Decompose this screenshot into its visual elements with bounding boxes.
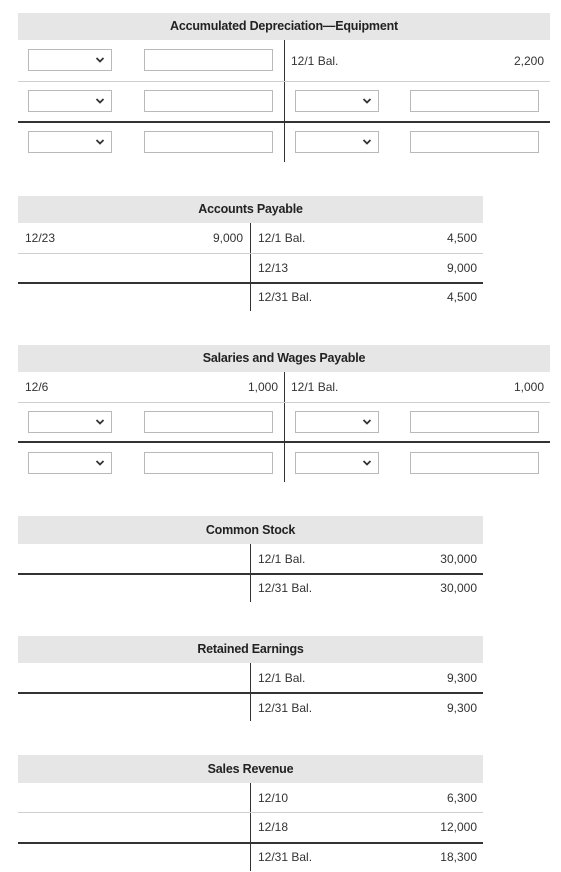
- balance-rule: [18, 692, 483, 694]
- credit-date-dropdown[interactable]: [295, 411, 379, 433]
- credit-date: 12/1 Bal.: [291, 54, 339, 68]
- credit-amount: 6,300: [446, 791, 477, 805]
- credit-date: 12/1 Bal.: [258, 231, 306, 245]
- credit-amount: 9,300: [446, 671, 477, 685]
- account-header-accounts-payable: Accounts Payable: [18, 196, 483, 223]
- account-header-sales-revenue: Sales Revenue: [18, 755, 483, 783]
- credit-amount: 12,000: [440, 820, 477, 834]
- credit-date: 12/1 Bal.: [258, 552, 306, 566]
- credit-balance-input[interactable]: [410, 452, 539, 474]
- balance-rule: [18, 282, 483, 284]
- chevron-down-icon: [95, 136, 105, 148]
- credit-date: 12/13: [258, 261, 289, 275]
- credit-balance-amount: 9,300: [446, 701, 477, 715]
- row-divider: [18, 402, 550, 403]
- credit-balance-amount: 4,500: [446, 290, 477, 304]
- credit-date: 12/1 Bal.: [291, 380, 339, 394]
- debit-amount-input[interactable]: [144, 411, 273, 433]
- credit-balance-amount: 18,300: [440, 850, 477, 864]
- credit-amount-input[interactable]: [410, 411, 539, 433]
- balance-rule: [18, 441, 550, 443]
- row-divider: [18, 253, 483, 254]
- chevron-down-icon: [95, 95, 105, 107]
- debit-balance-date-dropdown[interactable]: [28, 131, 112, 153]
- debit-date: 12/6: [25, 380, 49, 394]
- credit-balance-input[interactable]: [410, 131, 539, 153]
- t-account-divider: [250, 223, 251, 311]
- chevron-down-icon: [362, 136, 372, 148]
- debit-date: 12/23: [25, 231, 56, 245]
- debit-balance-date-dropdown[interactable]: [28, 452, 112, 474]
- row-divider: [18, 81, 550, 82]
- credit-balance-date: 12/31 Bal.: [258, 581, 313, 595]
- credit-date: 12/10: [258, 791, 289, 805]
- t-account-divider: [284, 40, 285, 162]
- debit-amount: 1,000: [247, 380, 278, 394]
- chevron-down-icon: [95, 54, 105, 66]
- debit-amount-input[interactable]: [144, 90, 273, 112]
- balance-rule: [18, 121, 550, 123]
- debit-date-dropdown[interactable]: [28, 411, 112, 433]
- chevron-down-icon: [362, 457, 372, 469]
- balance-rule: [18, 573, 483, 575]
- credit-date: 12/18: [258, 820, 289, 834]
- account-header-accumulated-depreciation: Accumulated Depreciation—Equipment: [18, 13, 550, 40]
- debit-amount-input[interactable]: [144, 49, 273, 71]
- t-account-divider: [284, 372, 285, 482]
- credit-balance-date-dropdown[interactable]: [295, 452, 379, 474]
- account-header-retained-earnings: Retained Earnings: [18, 636, 483, 663]
- debit-balance-input[interactable]: [144, 131, 273, 153]
- chevron-down-icon: [362, 416, 372, 428]
- chevron-down-icon: [362, 95, 372, 107]
- chevron-down-icon: [95, 416, 105, 428]
- account-header-common-stock: Common Stock: [18, 516, 483, 544]
- credit-balance-date: 12/31 Bal.: [258, 701, 313, 715]
- balance-rule: [18, 842, 483, 844]
- credit-amount: 2,200: [513, 54, 544, 68]
- account-header-salaries-wages-payable: Salaries and Wages Payable: [18, 345, 550, 372]
- credit-balance-date-dropdown[interactable]: [295, 131, 379, 153]
- credit-amount-input[interactable]: [410, 90, 539, 112]
- credit-date-dropdown[interactable]: [295, 90, 379, 112]
- credit-balance-date: 12/31 Bal.: [258, 850, 313, 864]
- credit-amount: 4,500: [446, 231, 477, 245]
- debit-balance-input[interactable]: [144, 452, 273, 474]
- credit-amount: 1,000: [513, 380, 544, 394]
- debit-date-dropdown[interactable]: [28, 49, 112, 71]
- debit-date-dropdown[interactable]: [28, 90, 112, 112]
- credit-amount: 9,000: [446, 261, 477, 275]
- row-divider: [18, 812, 483, 813]
- credit-balance-amount: 30,000: [440, 581, 477, 595]
- chevron-down-icon: [95, 457, 105, 469]
- credit-balance-date: 12/31 Bal.: [258, 290, 313, 304]
- t-account-divider: [250, 783, 251, 871]
- credit-amount: 30,000: [440, 552, 477, 566]
- credit-date: 12/1 Bal.: [258, 671, 306, 685]
- debit-amount: 9,000: [212, 231, 243, 245]
